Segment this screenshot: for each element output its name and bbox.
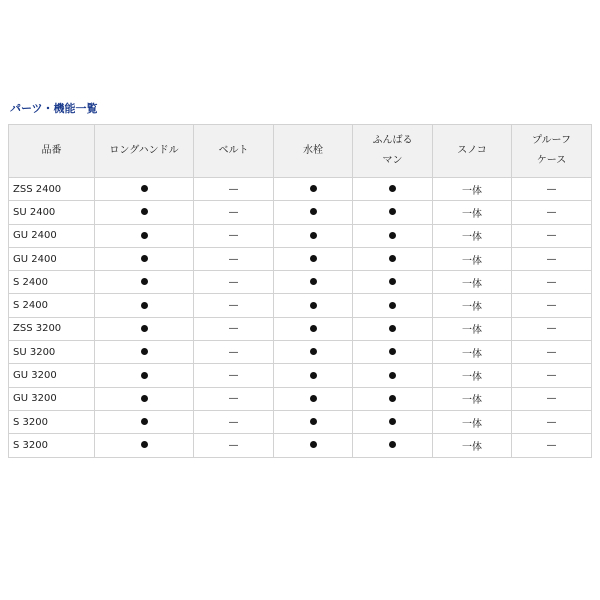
proof-case-cell: — — [512, 201, 592, 224]
funbaru-man-cell — [353, 387, 433, 410]
model-number-cell: GU 3200 — [9, 387, 95, 410]
long-handle-cell — [95, 364, 194, 387]
table-row — [9, 341, 592, 364]
sunoko-cell: 一体 — [433, 387, 512, 410]
parts-feature-table — [8, 124, 592, 458]
header-proof-case: プルーフ ケース — [512, 125, 592, 178]
filled-dot-icon — [310, 232, 317, 239]
filled-dot-icon — [389, 418, 396, 425]
sunoko-cell: 一体 — [433, 294, 512, 317]
funbaru-man-cell — [353, 410, 433, 433]
header-faucet: 水栓 — [274, 125, 353, 178]
belt-cell: — — [194, 341, 274, 364]
filled-dot-icon — [310, 325, 317, 332]
sunoko-cell: 一体 — [433, 178, 512, 201]
filled-dot-icon — [389, 441, 396, 448]
funbaru-man-cell — [353, 317, 433, 340]
filled-dot-icon — [141, 395, 148, 402]
header-model-number: 品番 — [9, 125, 95, 178]
long-handle-cell — [95, 317, 194, 340]
funbaru-man-cell — [353, 247, 433, 270]
filled-dot-icon — [310, 441, 317, 448]
model-number-cell: S 3200 — [9, 434, 95, 457]
sunoko-cell: 一体 — [433, 410, 512, 433]
faucet-cell — [274, 271, 353, 294]
funbaru-man-cell — [353, 434, 433, 457]
belt-cell: — — [194, 178, 274, 201]
filled-dot-icon — [389, 348, 396, 355]
model-number-cell: S 2400 — [9, 271, 95, 294]
sunoko-cell: 一体 — [433, 201, 512, 224]
header-funbaru-man: ふんばる マン — [353, 125, 433, 178]
model-number-cell: GU 2400 — [9, 247, 95, 270]
header-belt: ベルト — [194, 125, 274, 178]
long-handle-cell — [95, 224, 194, 247]
filled-dot-icon — [389, 372, 396, 379]
faucet-cell — [274, 178, 353, 201]
faucet-cell — [274, 364, 353, 387]
filled-dot-icon — [310, 348, 317, 355]
belt-cell: — — [194, 410, 274, 433]
proof-case-cell: — — [512, 224, 592, 247]
model-number-cell: GU 3200 — [9, 364, 95, 387]
filled-dot-icon — [310, 255, 317, 262]
table-row — [9, 224, 592, 247]
proof-case-cell: — — [512, 178, 592, 201]
belt-cell: — — [194, 271, 274, 294]
table-row — [9, 434, 592, 457]
belt-cell: — — [194, 317, 274, 340]
sunoko-cell: 一体 — [433, 247, 512, 270]
model-number-cell: ZSS 3200 — [9, 317, 95, 340]
model-number-cell: S 2400 — [9, 294, 95, 317]
table-row — [9, 364, 592, 387]
filled-dot-icon — [310, 395, 317, 402]
table-row — [9, 247, 592, 270]
long-handle-cell — [95, 247, 194, 270]
proof-case-cell: — — [512, 387, 592, 410]
filled-dot-icon — [310, 418, 317, 425]
header-sunoko: スノコ — [433, 125, 512, 178]
sunoko-cell: 一体 — [433, 364, 512, 387]
proof-case-cell: — — [512, 294, 592, 317]
belt-cell: — — [194, 434, 274, 457]
model-number-cell: SU 3200 — [9, 341, 95, 364]
funbaru-man-cell — [353, 178, 433, 201]
table-row — [9, 294, 592, 317]
proof-case-cell: — — [512, 410, 592, 433]
model-number-cell: SU 2400 — [9, 201, 95, 224]
long-handle-cell — [95, 178, 194, 201]
filled-dot-icon — [310, 185, 317, 192]
filled-dot-icon — [389, 232, 396, 239]
proof-case-cell: — — [512, 341, 592, 364]
funbaru-man-cell — [353, 364, 433, 387]
sunoko-cell: 一体 — [433, 224, 512, 247]
faucet-cell — [274, 294, 353, 317]
header-long-handle: ロングハンドル — [95, 125, 194, 178]
belt-cell: — — [194, 201, 274, 224]
filled-dot-icon — [141, 302, 148, 309]
proof-case-cell: — — [512, 271, 592, 294]
filled-dot-icon — [141, 185, 148, 192]
long-handle-cell — [95, 387, 194, 410]
filled-dot-icon — [310, 278, 317, 285]
table-row — [9, 387, 592, 410]
filled-dot-icon — [141, 348, 148, 355]
filled-dot-icon — [141, 372, 148, 379]
funbaru-man-cell — [353, 341, 433, 364]
table-row — [9, 410, 592, 433]
faucet-cell — [274, 410, 353, 433]
proof-case-cell: — — [512, 247, 592, 270]
filled-dot-icon — [141, 255, 148, 262]
table-row — [9, 271, 592, 294]
filled-dot-icon — [389, 255, 396, 262]
proof-case-cell: — — [512, 364, 592, 387]
filled-dot-icon — [389, 302, 396, 309]
funbaru-man-cell — [353, 201, 433, 224]
faucet-cell — [274, 247, 353, 270]
long-handle-cell — [95, 271, 194, 294]
funbaru-man-cell — [353, 294, 433, 317]
filled-dot-icon — [389, 208, 396, 215]
filled-dot-icon — [389, 395, 396, 402]
filled-dot-icon — [141, 232, 148, 239]
table-row — [9, 178, 592, 201]
model-number-cell: ZSS 2400 — [9, 178, 95, 201]
sunoko-cell: 一体 — [433, 341, 512, 364]
long-handle-cell — [95, 341, 194, 364]
sunoko-cell: 一体 — [433, 434, 512, 457]
model-number-cell: S 3200 — [9, 410, 95, 433]
faucet-cell — [274, 201, 353, 224]
faucet-cell — [274, 224, 353, 247]
table-row — [9, 317, 592, 340]
faucet-cell — [274, 387, 353, 410]
filled-dot-icon — [389, 185, 396, 192]
belt-cell: — — [194, 364, 274, 387]
filled-dot-icon — [141, 278, 148, 285]
funbaru-man-cell — [353, 224, 433, 247]
section-title: パーツ・機能一覧 — [10, 102, 98, 115]
filled-dot-icon — [389, 325, 396, 332]
faucet-cell — [274, 341, 353, 364]
filled-dot-icon — [141, 441, 148, 448]
belt-cell: — — [194, 247, 274, 270]
sunoko-cell: 一体 — [433, 317, 512, 340]
filled-dot-icon — [389, 278, 396, 285]
filled-dot-icon — [141, 208, 148, 215]
table-row — [9, 201, 592, 224]
belt-cell: — — [194, 387, 274, 410]
belt-cell: — — [194, 294, 274, 317]
filled-dot-icon — [310, 372, 317, 379]
proof-case-cell: — — [512, 434, 592, 457]
filled-dot-icon — [310, 208, 317, 215]
long-handle-cell — [95, 434, 194, 457]
filled-dot-icon — [141, 418, 148, 425]
funbaru-man-cell — [353, 271, 433, 294]
faucet-cell — [274, 317, 353, 340]
filled-dot-icon — [310, 302, 317, 309]
belt-cell: — — [194, 224, 274, 247]
long-handle-cell — [95, 294, 194, 317]
model-number-cell: GU 2400 — [9, 224, 95, 247]
sunoko-cell: 一体 — [433, 271, 512, 294]
proof-case-cell: — — [512, 317, 592, 340]
long-handle-cell — [95, 201, 194, 224]
faucet-cell — [274, 434, 353, 457]
filled-dot-icon — [141, 325, 148, 332]
table-body — [9, 178, 592, 458]
long-handle-cell — [95, 410, 194, 433]
table-header-row — [9, 125, 592, 178]
